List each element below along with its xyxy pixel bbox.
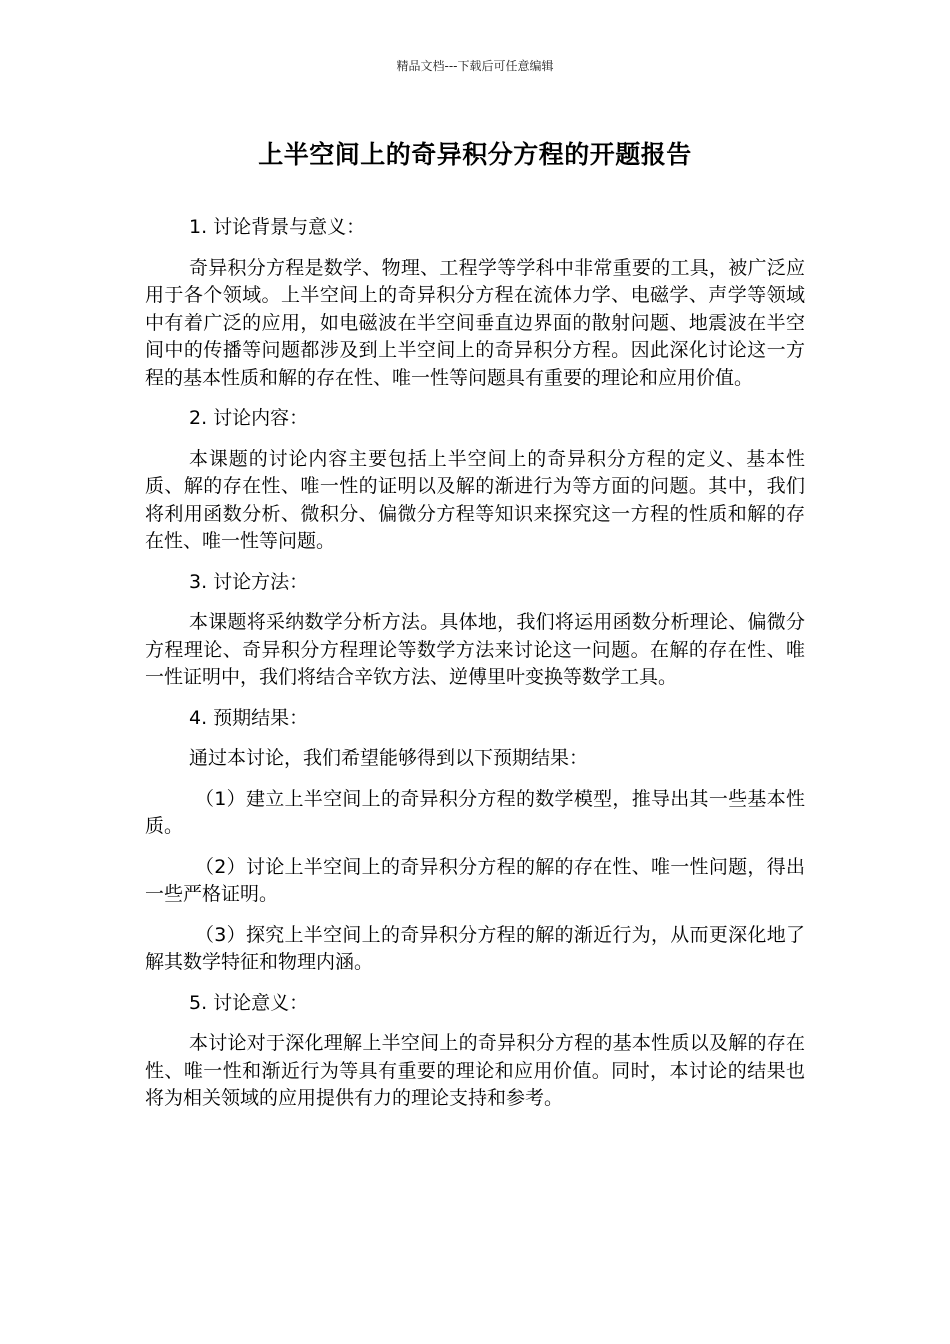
header-watermark: 精品文档---下载后可任意编辑 [396,59,554,73]
section-background [145,214,805,392]
section-heading: 3. 讨论方法： [189,570,309,593]
section-paragraph: 通过本讨论，我们希望能够得到以下预期结果： [189,747,589,769]
section-significance [145,990,805,1113]
section-paragraph: 奇异积分方程是数学、物理、工程学等学科中非常重要的工具，被广泛应用于各个领域。上半空间上的奇异积分方程在流体力学、电磁学、声学等领域中有着广泛的应用，如电磁波在半空间垂直边界面的散射问题、地震波在半空间中的传播等问题都涉及到上半空间上的奇异积分方程。因此深化讨论这一方程的基本性质和解的存在性、唯一性等问题具有重要的理论和应用价值。 [145,256,805,389]
section-content [145,405,805,556]
list-item: （1）建立上半空间上的奇异积分方程的数学模型，推导出其一些基本性质。 [145,787,805,837]
section-heading: 1. 讨论背景与意义： [189,216,366,238]
section-paragraph: 本讨论对于深化理解上半空间上的奇异积分方程的基本性质以及解的存在性、唯一性和渐近行为等具有重要的理论和应用价值。同时，本讨论的结果也将为相关领域的应用提供有力的理论支持和参考。 [145,1032,805,1109]
section-heading: 2. 讨论内容： [189,407,309,429]
document-title: 上半空间上的奇异积分方程的开题报告 [258,140,692,169]
section-heading: 4. 预期结果： [189,706,309,729]
list-item: （3）探究上半空间上的奇异积分方程的解的渐近行为，从而更深化地了解其数学特征和物理内涵。 [145,923,805,973]
section-expected-results [145,705,805,977]
section-paragraph: 本课题将采纳数学分析方法。具体地，我们将运用函数分析理论、偏微分方程理论、奇异积分方程理论等数学方法来讨论这一问题。在解的存在性、唯一性证明中，我们将结合辛钦方法、逆傅里叶变换等数学工具。 [145,611,805,688]
section-paragraph: 本课题的讨论内容主要包括上半空间上的奇异积分方程的定义、基本性质、解的存在性、唯一性的证明以及解的渐进行为等方面的问题。其中，我们将利用函数分析、微积分、偏微分方程等知识来探究这一方程的性质和解的存在性、唯一性等问题。 [145,447,805,552]
list-item: （2）讨论上半空间上的奇异积分方程的解的存在性、唯一性问题，得出一些严格证明。 [145,855,805,905]
section-method [145,569,805,692]
section-heading: 5. 讨论意义： [189,991,309,1014]
document-body [145,214,805,1126]
